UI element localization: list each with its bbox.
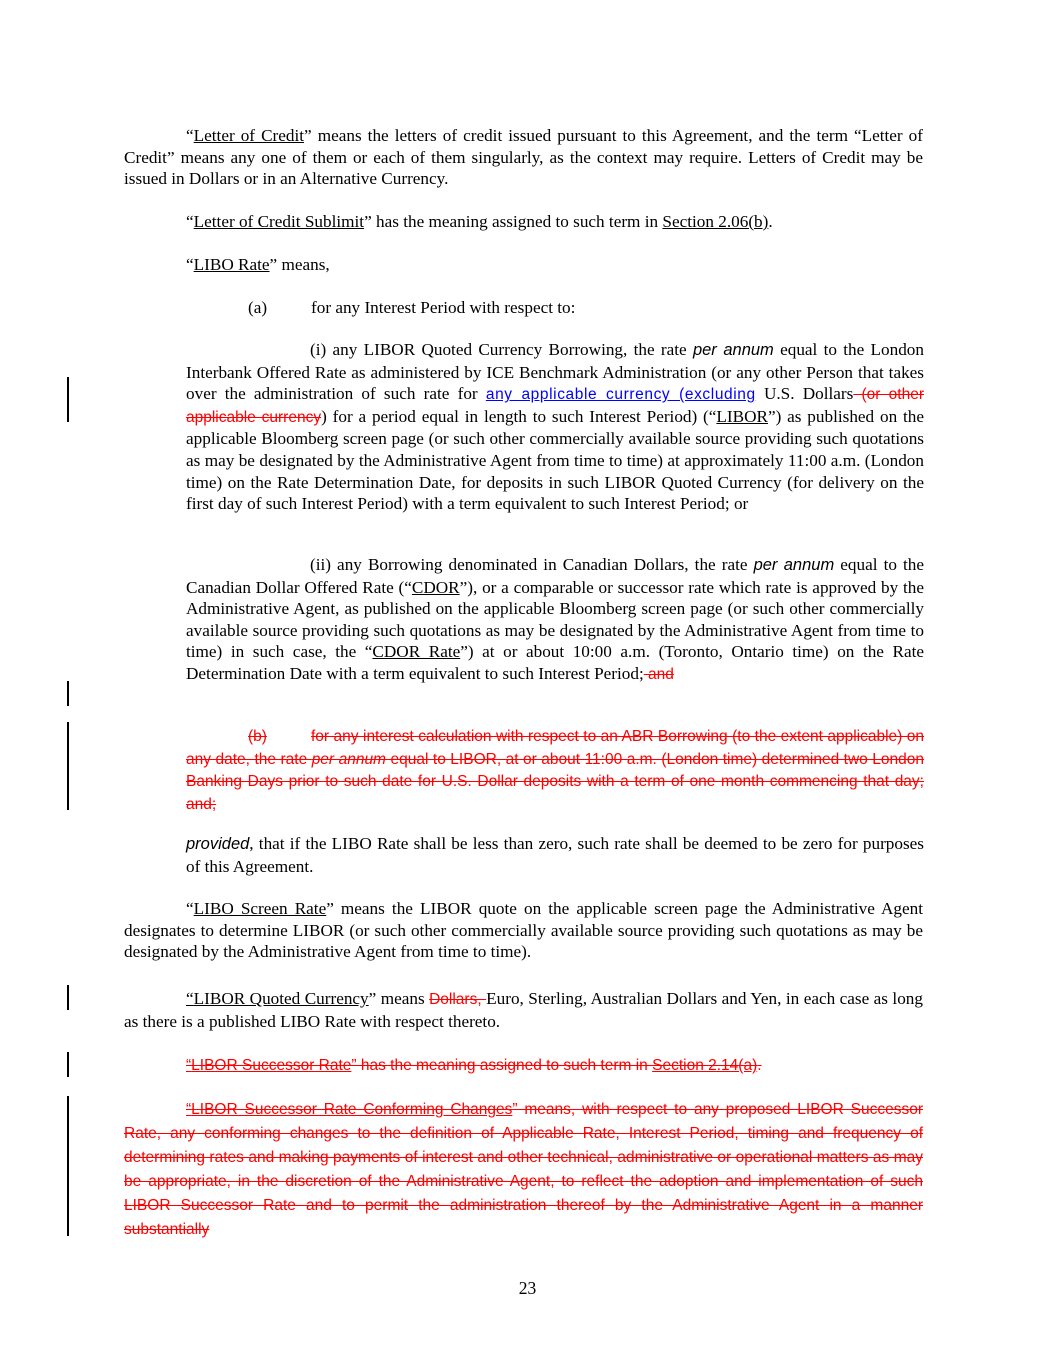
italic-term: per annum — [311, 750, 386, 768]
deleted-text: (or other applicable currency — [186, 386, 924, 426]
definition-libor-successor-rate-deleted: “LIBOR Successor Rate” has the meaning assigned to such term in Section 2.14(a). — [186, 1057, 762, 1074]
clause-a: (a) for any Interest Period with respect to: — [248, 298, 576, 317]
clause-label: (b) — [248, 728, 267, 745]
defined-term: CDOR — [411, 577, 460, 597]
change-bar — [67, 377, 69, 422]
defined-term: LIBO Screen Rate — [193, 899, 327, 918]
italic-term: provided — [186, 835, 250, 853]
deleted-text: Dollars, — [429, 991, 487, 1008]
deleted-text: and — [643, 665, 674, 683]
section-reference: Section 2.14(a) — [652, 1057, 758, 1074]
definition-libor-quoted-currency: “LIBOR Quoted Currency” means Dollars, Euro, Sterling, Australian Dollars and Yen, in each case as long as there is a published LIBO Rate with respect thereto. — [124, 989, 923, 1031]
defined-term: LIBOR Quoted Currency — [193, 989, 369, 1008]
defined-term: LIBOR — [716, 406, 768, 426]
defined-term: Letter of Credit Sublimit — [193, 212, 365, 231]
page-number: 23 — [518, 1278, 537, 1298]
clause-b-deleted: (b) for any interest calculation with respect to an ABR Borrowing (to the extent applicable) on any date, the rate per annum equal to LIBOR, at or about 11:00 a.m. (London time) determined two London Banking Days prior to such date for U.S. Dollar deposits with a term of one month commencing that day; and; — [186, 728, 925, 813]
change-bar — [67, 681, 69, 706]
clause-i: (i) any LIBOR Quoted Currency Borrowing, the rate per annum equal to the London Interbank Offered Rate as administered by ICE Benchmark Administration (or any other Person that takes over the administration of such rate for any applicable currency (excluding U.S. Dollars (or other applicable currency) for a period equal in length to such Interest Period) (“LIBOR”) as published on the applicable Bloomberg screen page (or such other commercially available source providing such quotations as may be designated by the Administrative Agent from time to time) at approximately 11:00 a.m. (London time) on the Rate Determination Date, for deposits in such LIBOR Quoted Currency (for delivery on the first day of such Interest Period) with a term equivalent to such Interest Period; or — [186, 340, 924, 514]
inserted-text: any applicable currency (excluding — [485, 386, 756, 404]
defined-term: LIBO Rate — [193, 255, 270, 274]
definition-libo-rate: “LIBO Rate” means, — [186, 255, 330, 274]
proviso: provided, that if the LIBO Rate shall be less than zero, such rate shall be deemed to be zero for purposes of this Agreement. — [186, 834, 924, 876]
defined-term: CDOR Rate — [372, 642, 461, 662]
definition-conforming-changes-deleted: “LIBOR Successor Rate Conforming Changes” means, with respect to any proposed LIBOR Successor Rate, any conforming changes to the definition of Applicable Rate, Interest Period, timing and frequency of determining rates and making payments of interest and other technical, administrative or operational matters as may be appropriate, in the discretion of the Administrative Agent, to reflect the adoption and implementation of such LIBOR Successor Rate and to permit the administration thereof by the Administrative Agent in a manner substantially — [124, 1101, 924, 1238]
italic-term: per annum — [753, 556, 835, 574]
definition-libo-screen-rate: “LIBO Screen Rate” means the LIBOR quote on the applicable screen page the Administrative Agent designates to determine LIBOR (or such other commercially available source providing such quotations as may be designated by the Administrative Agent from time to time). — [124, 899, 924, 962]
defined-term: Letter of Credit — [193, 126, 305, 145]
change-bar — [67, 1052, 69, 1077]
clause-label: (a) — [248, 298, 268, 317]
defined-term: LIBOR Successor Rate — [191, 1057, 352, 1074]
change-bar — [67, 985, 69, 1010]
clause-ii: (ii) any Borrowing denominated in Canadian Dollars, the rate per annum equal to the Canadian Dollar Offered Rate (“CDOR”), or a comparable or successor rate which rate is approved by the Administrative Agent, as published on the applicable Bloomberg screen page (or such other commercially available source providing such quotations as may be designated by the Administrative Agent from time to time) in such case, the “CDOR Rate”) at or about 10:00 a.m. (Toronto, Ontario time) on the Rate Determination Date with a term equivalent to such Interest Period; and — [186, 555, 924, 683]
definition-letter-of-credit-sublimit: “Letter of Credit Sublimit” has the meaning assigned to such term in Section 2.06(b). — [186, 212, 773, 231]
italic-term: per annum — [692, 341, 774, 359]
defined-term: LIBOR Successor Rate Conforming Changes — [191, 1101, 513, 1118]
definition-letter-of-credit: “Letter of Credit” means the letters of credit issued pursuant to this Agreement, and the term “Letter of Credit” means any one of them or each of them singularly, as the context may require. Letters of Credit may be issued in Dollars or in an Alternative Currency. — [124, 126, 924, 189]
section-reference: Section 2.06(b) — [662, 212, 769, 231]
change-bar — [67, 722, 69, 810]
change-bar — [67, 1096, 69, 1236]
